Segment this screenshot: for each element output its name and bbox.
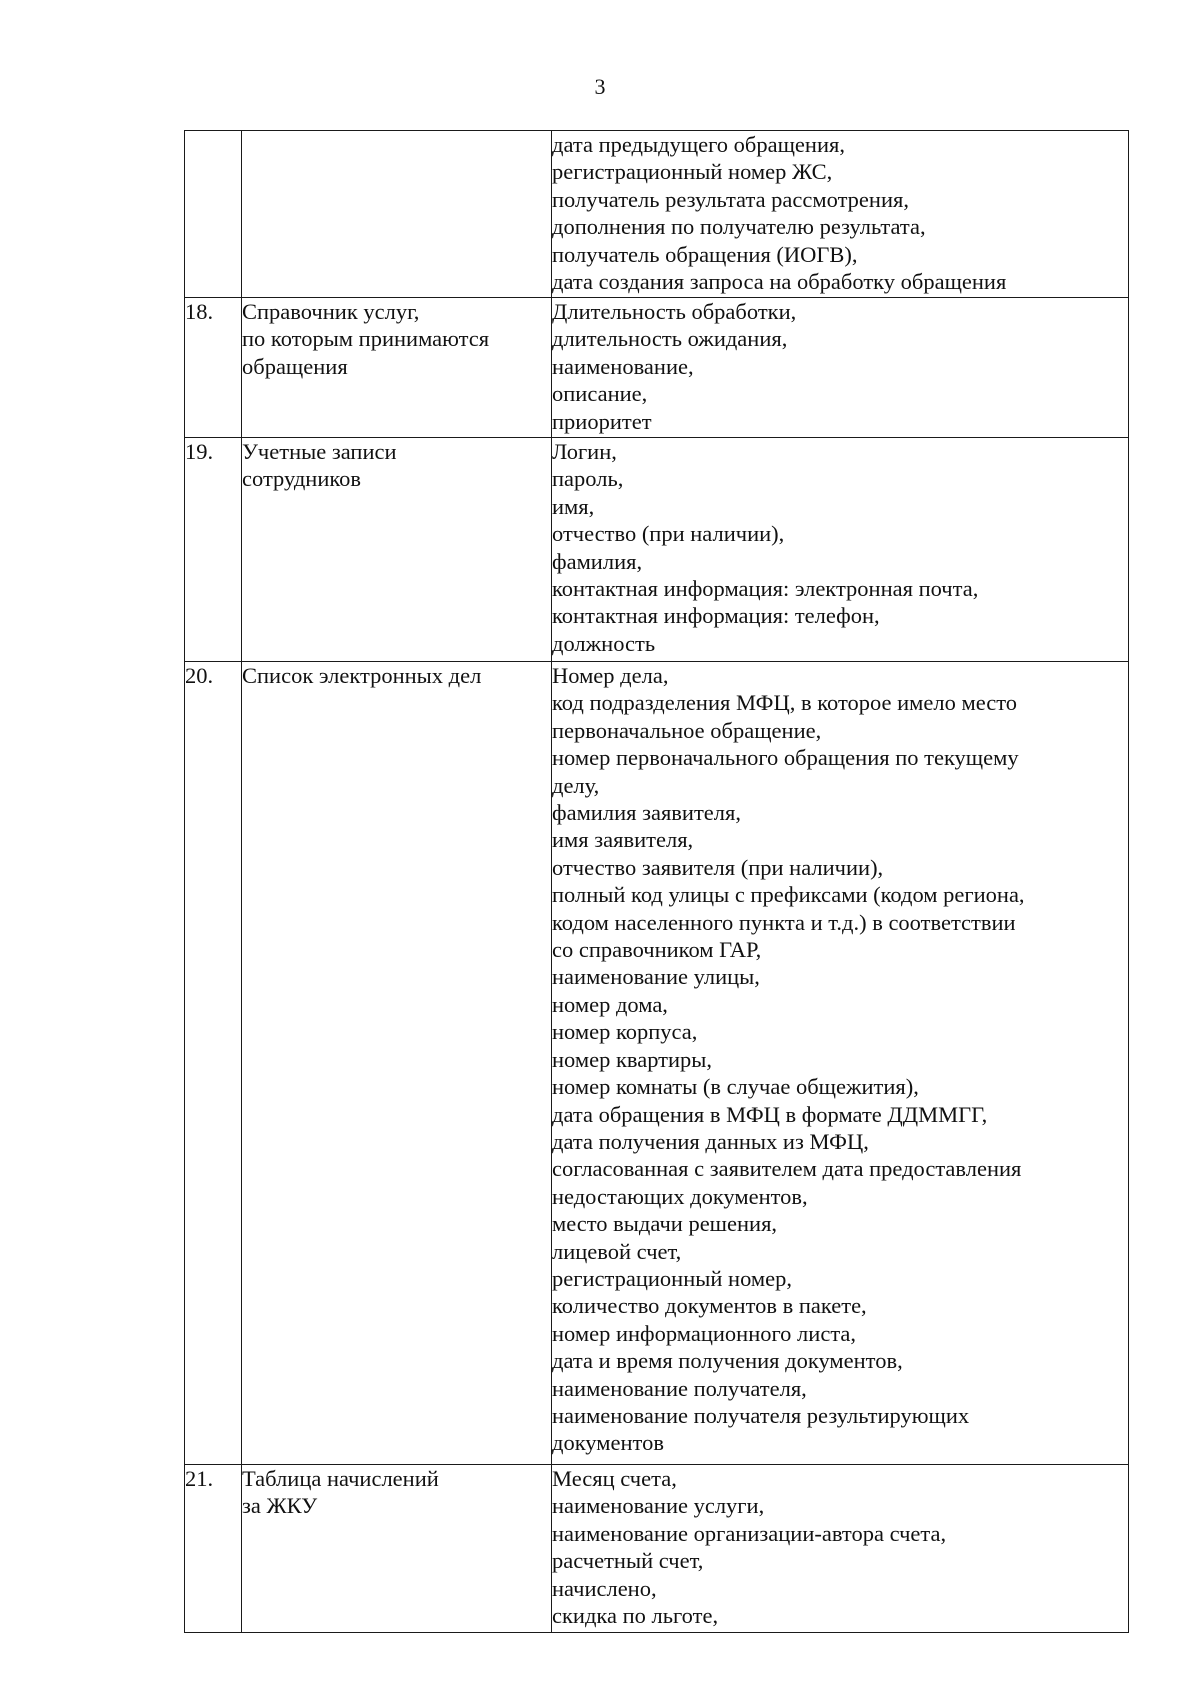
field-line: номер комнаты (в случае общежития), [552, 1074, 919, 1100]
field-line: дополнения по получателю результата, [552, 214, 926, 240]
field-line: делу, [552, 772, 600, 798]
field-line: лицевой счет, [552, 1238, 682, 1264]
register-name-line: сотрудников [242, 466, 362, 492]
field-line: контактная информация: телефон, [552, 603, 880, 629]
row-number-cell [185, 131, 242, 298]
register-name-line: обращения [242, 353, 348, 379]
register-name-cell [242, 438, 552, 662]
field-line: длительность ожидания, [552, 326, 788, 352]
field-line: со справочником ГАР, [552, 937, 762, 963]
field-line: дата получения данных из МФЦ, [552, 1128, 869, 1154]
register-name-line: Справочник услуг, [242, 299, 420, 324]
field-list-cell [552, 662, 1129, 1465]
row-number-cell: 21. [185, 1465, 242, 1633]
field-line: скидка по льготе, [552, 1603, 719, 1629]
field-line: Месяц счета, [552, 1466, 677, 1491]
register-name-line: Список электронных дел [242, 663, 482, 688]
field-list-cell [552, 298, 1129, 438]
field-list-cell [552, 131, 1129, 298]
table-body [185, 131, 1129, 1633]
field-line: наименование, [552, 353, 694, 379]
field-line: начислено, [552, 1575, 657, 1601]
register-name-line: по которым принимаются [242, 326, 490, 352]
field-list-cell [552, 1465, 1129, 1633]
field-line: согласованная с заявителем дата предоставления [552, 1156, 1022, 1182]
table-row [185, 1465, 1129, 1633]
field-line: номер корпуса, [552, 1019, 698, 1045]
field-line: приоритет [552, 408, 652, 434]
field-line: фамилия, [552, 548, 643, 574]
field-line: наименование услуги, [552, 1493, 765, 1519]
field-line: отчество заявителя (при наличии), [552, 854, 884, 880]
field-line: Логин, [552, 439, 617, 464]
field-line: регистрационный номер, [552, 1265, 792, 1291]
field-line: пароль, [552, 466, 624, 492]
field-line: Длительность обработки, [552, 299, 797, 324]
row-number-cell: 19. [185, 438, 242, 662]
register-name-cell [242, 298, 552, 438]
field-list-cell [552, 438, 1129, 662]
field-line: документов [552, 1430, 664, 1456]
field-line: код подразделения МФЦ, в которое имело место [552, 690, 1018, 716]
field-line: имя, [552, 493, 595, 519]
field-line: отчество (при наличии), [552, 521, 785, 547]
field-line: первоначальное обращение, [552, 717, 822, 743]
field-line: должность [552, 630, 656, 656]
page-number: 3 [594, 74, 606, 99]
table-row [185, 298, 1129, 438]
field-line: номер информационного листа, [552, 1320, 857, 1346]
field-line: расчетный счет, [552, 1548, 704, 1574]
field-line: дата создания запроса на обработку обращения [552, 269, 1007, 295]
field-line: имя заявителя, [552, 827, 694, 853]
field-line: количество документов в пакете, [552, 1293, 867, 1319]
field-line: описание, [552, 381, 648, 407]
field-line: номер первоначального обращения по текущему [552, 745, 1019, 771]
table-row [185, 438, 1129, 662]
field-line: наименование улицы, [552, 964, 760, 990]
field-line: получатель результата рассмотрения, [552, 186, 909, 212]
register-name-cell [242, 131, 552, 298]
field-line: наименование получателя, [552, 1375, 807, 1401]
field-line: Номер дела, [552, 663, 669, 688]
field-line: номер дома, [552, 991, 668, 1017]
field-line: получатель обращения (ИОГВ), [552, 241, 858, 267]
register-name-line: за ЖКУ [242, 1493, 318, 1519]
field-line: дата обращения в МФЦ в формате ДДММГГ, [552, 1101, 988, 1127]
field-line: дата и время получения документов, [552, 1348, 903, 1374]
field-line: кодом населенного пункта и т.д.) в соответствии [552, 909, 1016, 935]
field-line: регистрационный номер ЖС, [552, 159, 833, 185]
row-number-cell: 18. [185, 298, 242, 438]
row-number-cell: 20. [185, 662, 242, 1465]
field-line: дата предыдущего обращения, [552, 132, 845, 157]
field-line: контактная информация: электронная почта, [552, 576, 979, 602]
field-line: недостающих документов, [552, 1183, 808, 1209]
field-line: наименование получателя результирующих [552, 1402, 970, 1428]
field-line: фамилия заявителя, [552, 800, 741, 826]
field-line: наименование организации-автора счета, [552, 1520, 947, 1546]
field-line: полный код улицы с префиксами (кодом региона, [552, 882, 1025, 908]
register-name-line: Учетные записи [242, 439, 397, 464]
data-catalog-table [184, 130, 1129, 1633]
register-name-cell [242, 662, 552, 1465]
register-name-line: Таблица начислений [242, 1466, 439, 1491]
table-row [185, 662, 1129, 1465]
register-name-cell [242, 1465, 552, 1633]
field-line: место выдачи решения, [552, 1211, 778, 1237]
field-line: номер квартиры, [552, 1046, 713, 1072]
table-row [185, 131, 1129, 298]
